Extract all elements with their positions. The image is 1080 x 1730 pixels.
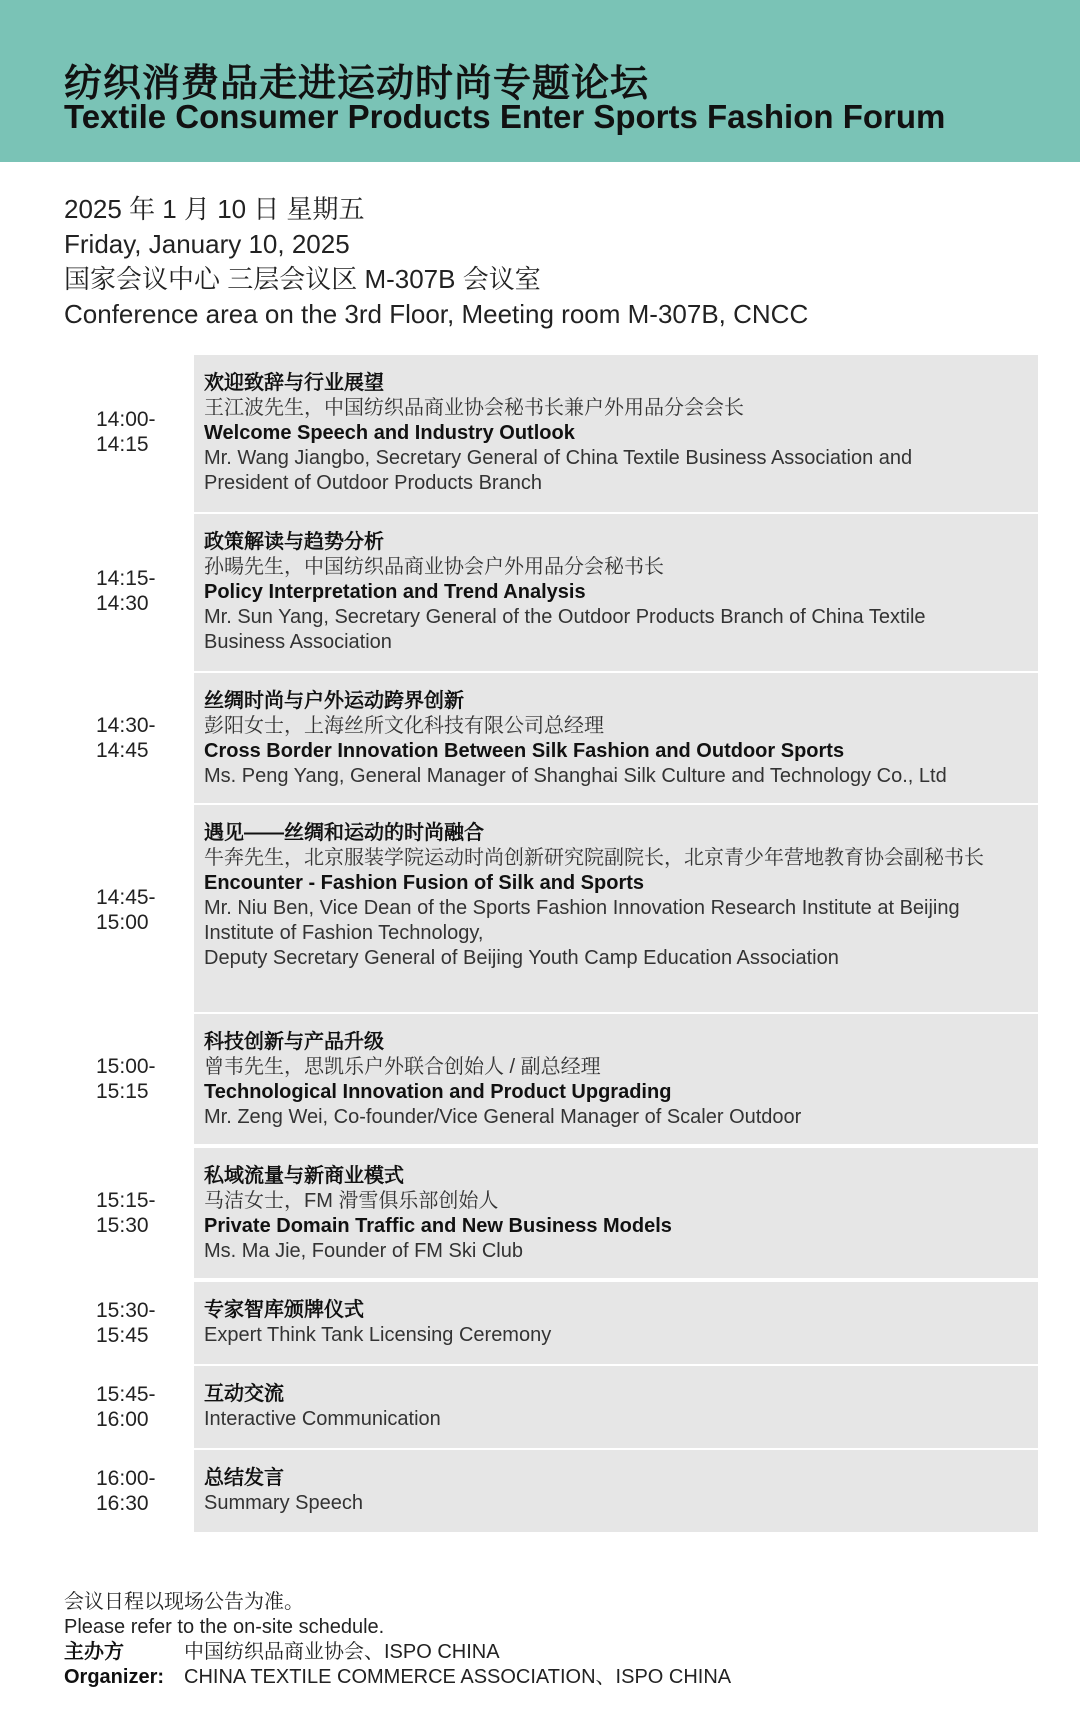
- agenda-box: [194, 1450, 1038, 1532]
- agenda-item: [64, 1014, 1038, 1144]
- agenda-subtitle-en: Expert Think Tank Licensing Ceremony: [204, 1324, 552, 1346]
- time-end: 15:00: [96, 911, 149, 934]
- agenda-item: [64, 1450, 1038, 1532]
- agenda-time: [96, 1298, 206, 1348]
- agenda-item: [64, 1366, 1038, 1448]
- agenda-item: [64, 805, 1038, 1012]
- agenda-speaker-en: Ms. Peng Yang, General Manager of Shanghai Silk Culture and Technology Co., Ltd: [204, 765, 947, 787]
- agenda-title-en: Policy Interpretation and Trend Analysis: [204, 581, 586, 603]
- agenda-item: [64, 1282, 1038, 1364]
- date-en: Friday, January 10, 2025: [64, 229, 350, 259]
- time-end: 14:45: [96, 739, 149, 762]
- agenda-title-cn: 总结发言: [204, 1467, 284, 1489]
- agenda-box: [194, 1366, 1038, 1448]
- agenda-time: [96, 407, 206, 457]
- time-end: 14:15: [96, 433, 149, 456]
- agenda-speaker-en: Mr. Zeng Wei, Co-founder/Vice General Manager of Scaler Outdoor: [204, 1106, 802, 1128]
- agenda-title-cn: 遇见——丝绸和运动的时尚融合: [204, 822, 484, 844]
- organizer-label-en: Organizer:: [64, 1666, 165, 1688]
- agenda-box: [194, 1148, 1038, 1278]
- agenda-title-cn: 专家智库颁牌仪式: [204, 1299, 364, 1321]
- time-start: 15:00-: [96, 1055, 156, 1078]
- schedule-note-cn: 会议日程以现场公告为准。: [64, 1591, 304, 1613]
- page-title-cn: 纺织消费品走进运动时尚专题论坛: [64, 63, 650, 105]
- venue-en: Conference area on the 3rd Floor, Meeting room M-307B, CNCC: [64, 299, 809, 329]
- time-start: 15:15-: [96, 1189, 156, 1212]
- agenda-speaker-en: President of Outdoor Products Branch: [204, 472, 542, 494]
- agenda-speaker-en: Mr. Sun Yang, Secretary General of the Outdoor Products Branch of China Textile: [204, 606, 926, 628]
- agenda-item: [64, 673, 1038, 803]
- agenda-title-en: Private Domain Traffic and New Business Models: [204, 1215, 672, 1237]
- agenda-speaker-cn: 彭阳女士，上海丝所文化科技有限公司总经理: [204, 715, 604, 737]
- agenda-speaker-cn: 曾韦先生，思凯乐户外联合创始人 / 副总经理: [204, 1056, 601, 1078]
- agenda-title-cn: 互动交流: [204, 1383, 284, 1405]
- agenda-box: [194, 1282, 1038, 1364]
- time-start: 14:45-: [96, 886, 156, 909]
- organizer-value-cn: 中国纺织品商业协会、ISPO CHINA: [184, 1641, 500, 1663]
- agenda-time: [96, 885, 206, 935]
- date-cn: 2025 年 1 月 10 日 星期五: [64, 194, 365, 224]
- agenda-title-en: Technological Innovation and Product Upgrading: [204, 1081, 672, 1103]
- agenda-title-cn: 政策解读与趋势分析: [204, 531, 384, 553]
- time-start: 15:45-: [96, 1383, 156, 1406]
- time-end: 16:00: [96, 1408, 149, 1431]
- time-start: 14:30-: [96, 714, 156, 737]
- agenda-title-cn: 欢迎致辞与行业展望: [204, 372, 384, 394]
- agenda-time: [96, 713, 206, 763]
- time-end: 14:30: [96, 592, 149, 615]
- footer: [64, 1590, 731, 1690]
- agenda-speaker-en: Mr. Niu Ben, Vice Dean of the Sports Fashion Innovation Research Institute at Beijing: [204, 897, 960, 919]
- agenda-time: [96, 1054, 206, 1104]
- agenda-item: [64, 355, 1038, 512]
- agenda-title-cn: 私域流量与新商业模式: [204, 1165, 404, 1187]
- agenda-box: [194, 805, 1038, 1012]
- event-info: [64, 192, 808, 332]
- organizer-value-en: CHINA TEXTILE COMMERCE ASSOCIATION、ISPO CHINA: [184, 1666, 732, 1688]
- organizer-row-cn: [64, 1640, 731, 1665]
- agenda-title-en: Welcome Speech and Industry Outlook: [204, 422, 575, 444]
- time-start: 15:30-: [96, 1299, 156, 1322]
- agenda-title-cn: 丝绸时尚与户外运动跨界创新: [204, 690, 464, 712]
- header-banner: [0, 0, 1080, 162]
- agenda-speaker-cn: 王江波先生，中国纺织品商业协会秘书长兼户外用品分会会长: [204, 397, 744, 419]
- time-end: 15:30: [96, 1214, 149, 1237]
- agenda-time: [96, 1382, 206, 1432]
- time-end: 15:45: [96, 1324, 149, 1347]
- agenda-title-cn: 科技创新与产品升级: [204, 1031, 384, 1053]
- agenda-speaker-en: Deputy Secretary General of Beijing Youth Camp Education Association: [204, 947, 839, 969]
- agenda-item: [64, 1148, 1038, 1278]
- agenda-speaker-en: Mr. Wang Jiangbo, Secretary General of China Textile Business Association and: [204, 447, 913, 469]
- agenda-title-en: Encounter - Fashion Fusion of Silk and Sports: [204, 872, 645, 894]
- page-title-en: Textile Consumer Products Enter Sports Fashion Forum: [64, 98, 946, 135]
- agenda-subtitle-en: Summary Speech: [204, 1492, 363, 1514]
- agenda-box: [194, 355, 1038, 512]
- time-end: 16:30: [96, 1492, 149, 1515]
- agenda-speaker-en: Institute of Fashion Technology,: [204, 922, 484, 944]
- agenda-speaker-cn: 马洁女士，FM 滑雪俱乐部创始人: [204, 1190, 499, 1212]
- agenda-speaker-cn: 孙暘先生，中国纺织品商业协会户外用品分会秘书长: [204, 556, 664, 578]
- schedule-note-en: Please refer to the on-site schedule.: [64, 1616, 385, 1638]
- agenda-time: [96, 566, 206, 616]
- organizer-row-en: [64, 1665, 731, 1690]
- agenda-subtitle-en: Interactive Communication: [204, 1408, 441, 1430]
- agenda-speaker-en: Business Association: [204, 631, 392, 653]
- agenda-box: [194, 1014, 1038, 1144]
- agenda-title-en: Cross Border Innovation Between Silk Fashion and Outdoor Sports: [204, 740, 845, 762]
- agenda-time: [96, 1188, 206, 1238]
- time-start: 14:00-: [96, 408, 156, 431]
- agenda-item: [64, 514, 1038, 671]
- time-start: 16:00-: [96, 1467, 156, 1490]
- time-end: 15:15: [96, 1080, 149, 1103]
- agenda-time: [96, 1466, 206, 1516]
- organizer-label-cn: 主办方: [64, 1641, 124, 1663]
- agenda-box: [194, 673, 1038, 803]
- agenda-speaker-cn: 牛奔先生，北京服装学院运动时尚创新研究院副院长，北京青少年营地教育协会副秘书长: [204, 847, 984, 869]
- venue-cn: 国家会议中心 三层会议区 M-307B 会议室: [64, 264, 541, 294]
- agenda-speaker-en: Ms. Ma Jie, Founder of FM Ski Club: [204, 1240, 523, 1262]
- time-start: 14:15-: [96, 567, 156, 590]
- agenda-box: [194, 514, 1038, 671]
